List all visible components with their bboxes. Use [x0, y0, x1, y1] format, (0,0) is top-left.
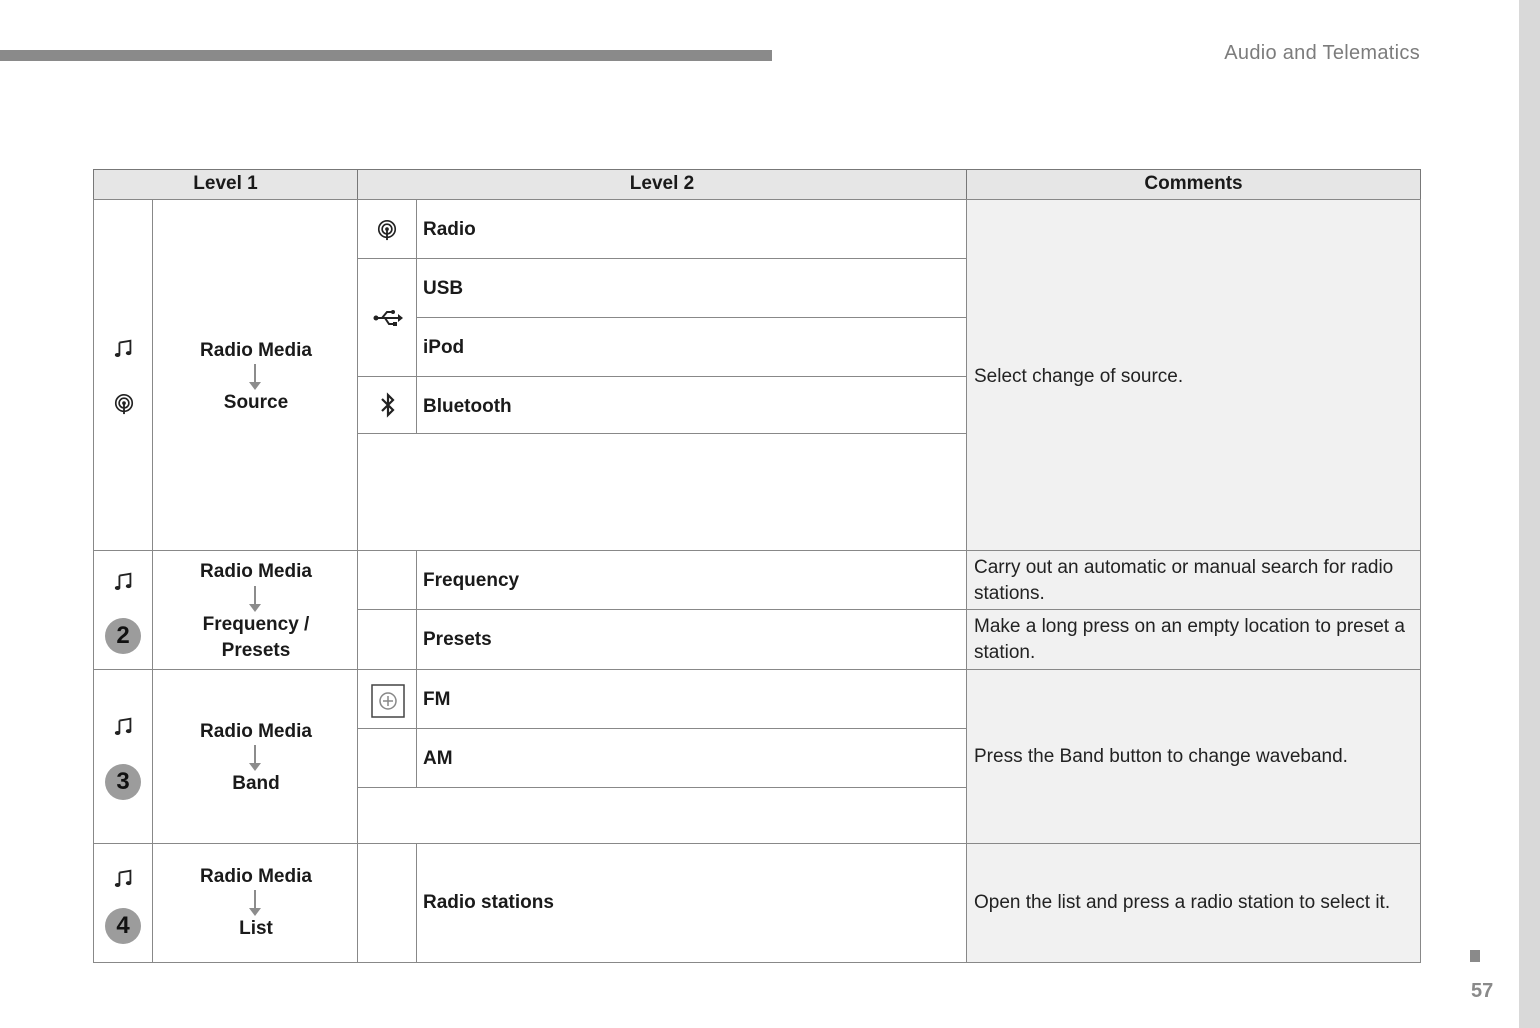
am-icon-cell: [357, 728, 417, 788]
option-usb-label: USB: [423, 278, 464, 299]
option-frequency-label: Frequency: [423, 570, 520, 591]
row1-icon-cell: [93, 199, 153, 551]
comment-band: Press the Band button to change waveband.: [974, 746, 1348, 767]
comment-frequency-cell: [966, 550, 1421, 610]
page-side-strip: [1519, 0, 1540, 1028]
header-level-2: Level 2: [357, 169, 967, 200]
row3-comment-cell: [966, 669, 1421, 844]
row2-icon-cell: [93, 550, 153, 670]
level1-menu-label: Radio Media: [200, 561, 312, 582]
radio-signal-icon: [113, 393, 135, 415]
step-number-badge: 4: [105, 908, 141, 944]
option-am[interactable]: [416, 728, 967, 788]
bluetooth-icon-cell: [357, 376, 417, 434]
row3-icon-cell: [93, 669, 153, 844]
step-number-badge: 2: [105, 618, 141, 654]
comment-frequency: Carry out an automatic or manual search for radio stations.: [974, 557, 1394, 604]
frequency-icon-cell: [357, 550, 417, 610]
step-number-badge: 3: [105, 764, 141, 800]
usb-icon-cell: [357, 258, 417, 377]
settings-table: [93, 169, 1421, 963]
level1-submenu-label: List: [239, 918, 273, 939]
row3-level2-cell: [357, 669, 967, 844]
comment-list: Open the list and press a radio station to select it.: [974, 892, 1391, 913]
row4-icon-cell: [93, 843, 153, 963]
bluetooth-icon: [377, 392, 399, 418]
music-note-icon: [113, 571, 135, 593]
radio-signal-icon: [376, 219, 398, 241]
option-presets-label: Presets: [423, 629, 492, 650]
page-number: 57: [1471, 980, 1494, 1002]
comment-presets-cell: [966, 609, 1421, 670]
option-bluetooth-label: Bluetooth: [423, 396, 512, 417]
down-arrow-icon: [254, 364, 256, 388]
music-note-icon: [113, 868, 135, 890]
option-frequency[interactable]: [416, 550, 967, 610]
row1-level2-cell: [357, 199, 967, 551]
option-ipod[interactable]: [416, 317, 967, 377]
option-ipod-label: iPod: [423, 337, 465, 358]
option-am-label: AM: [423, 748, 453, 769]
down-arrow-icon: [254, 586, 256, 610]
option-radio-label: Radio: [423, 219, 476, 240]
down-arrow-icon: [254, 745, 256, 769]
music-note-icon: [113, 716, 135, 738]
usb-icon: [372, 308, 404, 328]
option-radio-stations[interactable]: [416, 843, 967, 963]
row2-level1-cell: [152, 550, 358, 670]
option-fm[interactable]: [416, 669, 967, 729]
option-radio-stations-label: Radio stations: [423, 892, 554, 913]
fm-icon-cell: [357, 669, 417, 729]
row1-comment-cell: [966, 199, 1421, 551]
radio-icon-cell: [357, 199, 417, 259]
section-title: Audio and Telematics: [1224, 42, 1420, 64]
level1-submenu-label: Frequency /: [202, 614, 310, 635]
option-usb[interactable]: [416, 258, 967, 318]
header-rule: [0, 50, 772, 61]
music-note-icon: [113, 338, 135, 360]
row3-level1-cell: [152, 669, 358, 844]
page-marker: [1470, 950, 1480, 962]
level1-menu-label: Radio Media: [200, 340, 312, 361]
level1-menu-label: Radio Media: [200, 866, 312, 887]
comment-source: Select change of source.: [974, 366, 1184, 387]
option-radio[interactable]: [416, 199, 967, 259]
comment-presets: Make a long press on an empty location to preset a station.: [974, 616, 1405, 663]
option-presets[interactable]: [416, 609, 967, 670]
row4-level1-cell: [152, 843, 358, 963]
presets-icon-cell: [357, 609, 417, 670]
header-comments: Comments: [966, 169, 1421, 200]
row1-level1-cell: [152, 199, 358, 551]
option-fm-label: FM: [423, 689, 451, 710]
stations-icon-cell: [357, 843, 417, 963]
level1-menu-label: Radio Media: [200, 721, 312, 742]
option-bluetooth[interactable]: [416, 376, 967, 434]
level1-submenu-label: Source: [223, 392, 289, 413]
add-square-icon: [371, 684, 405, 718]
header-level-1: Level 1: [93, 169, 358, 200]
level1-submenu-label: Band: [232, 773, 280, 794]
row4-comment-cell: [966, 843, 1421, 963]
level1-submenu-label-2: Presets: [221, 640, 291, 661]
down-arrow-icon: [254, 890, 256, 914]
